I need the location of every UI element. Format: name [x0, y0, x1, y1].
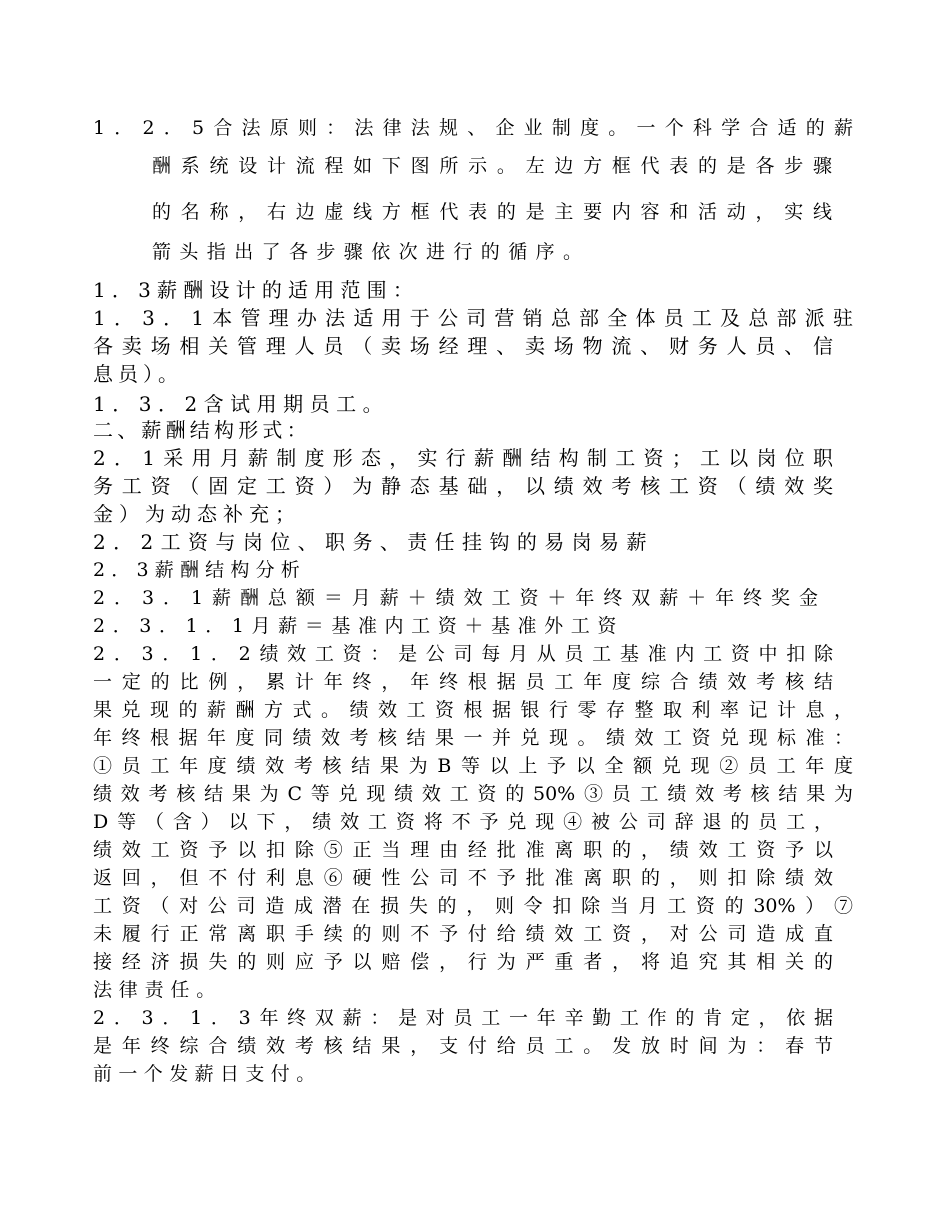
text-line: 年终根据年度同绩效考核结果一并兑现。绩效工资兑现标准： — [93, 727, 853, 749]
text-line: 2．1采用月薪制度形态，实行薪酬结构制工资；工以岗位职 — [93, 446, 833, 470]
text-line: 果兑现的薪酬方式。绩效工资根据银行零存整取利率记计息， — [93, 699, 853, 721]
text-line: 务工资（固定工资）为静态基础，以绩效考核工资（绩效奖 — [93, 474, 833, 498]
text-line: 2．3薪酬结构分析 — [93, 559, 306, 581]
text-line: 2．3．1薪酬总额＝月薪＋绩效工资＋年终双薪＋年终奖金 — [93, 587, 818, 609]
text-line: 绩效考核结果为C等兑现绩效工资的50%③员工绩效考核结果为 — [93, 783, 853, 805]
text-line: 法律责任。 — [93, 979, 223, 1001]
text-line: 金）为动态补充； — [93, 502, 301, 526]
text-line: 2．2工资与岗位、职务、责任挂钩的易岗易薪 — [93, 530, 654, 554]
text-line: 工资（对公司造成潜在损失的，则令扣除当月工资的30%）⑦ — [93, 895, 853, 917]
text-line: 的名称，右边虚线方框代表的是主要内容和活动，实线 — [152, 201, 832, 223]
text-line: 2．3．1．3年终双薪：是对员工一年辛勤工作的肯定，依据 — [93, 1007, 833, 1029]
text-line: 1．3．1本管理办法适用于公司营销总部全体员工及总部派驻 — [93, 306, 853, 330]
text-line: 一定的比例，累计年终，年终根据员工年度综合绩效考核结 — [93, 671, 833, 693]
text-line: 未履行正常离职手续的则不予付给绩效工资，对公司造成直 — [93, 923, 833, 945]
text-line: 绩效工资予以扣除⑤正当理由经批准离职的，绩效工资予以 — [93, 839, 833, 861]
text-line: 前一个发薪日支付。 — [93, 1063, 322, 1085]
text-line: 各卖场相关管理人员（卖场经理、卖场物流、财务人员、信 — [93, 334, 833, 358]
text-line: ①员工年度绩效考核结果为B等以上予以全额兑现②员工年度 — [93, 755, 853, 777]
text-line: 接经济损失的则应予以赔偿，行为严重者，将追究其相关的 — [93, 951, 833, 973]
text-line: 2．3．1．2绩效工资：是公司每月从员工基准内工资中扣除 — [93, 643, 833, 665]
text-line: 箭头指出了各步骤依次进行的循序。 — [152, 241, 591, 263]
text-line: 酬系统设计流程如下图所示。左边方框代表的是各步骤 — [152, 155, 832, 177]
text-line: 是年终综合绩效考核结果，支付给员工。发放时间为：春节 — [93, 1035, 833, 1057]
text-line: D等（含）以下，绩效工资将不予兑现④被公司辞退的员工， — [93, 811, 833, 833]
section-heading: 1．3薪酬设计的适用范围： — [93, 278, 420, 302]
section-heading: 二、薪酬结构形式： — [93, 418, 311, 442]
text-line: 返回，但不付利息⑥硬性公司不予批准离职的，则扣除绩效 — [93, 867, 833, 889]
text-line: 息员）。 — [93, 362, 183, 386]
text-line: 1．2．5合法原则：法律法规、企业制度。一个科学合适的薪 — [93, 117, 853, 139]
text-line: 1．3．2含试用期员工。 — [93, 392, 390, 416]
text-line: 2．3．1．1月薪＝基准内工资＋基准外工资 — [93, 615, 624, 637]
